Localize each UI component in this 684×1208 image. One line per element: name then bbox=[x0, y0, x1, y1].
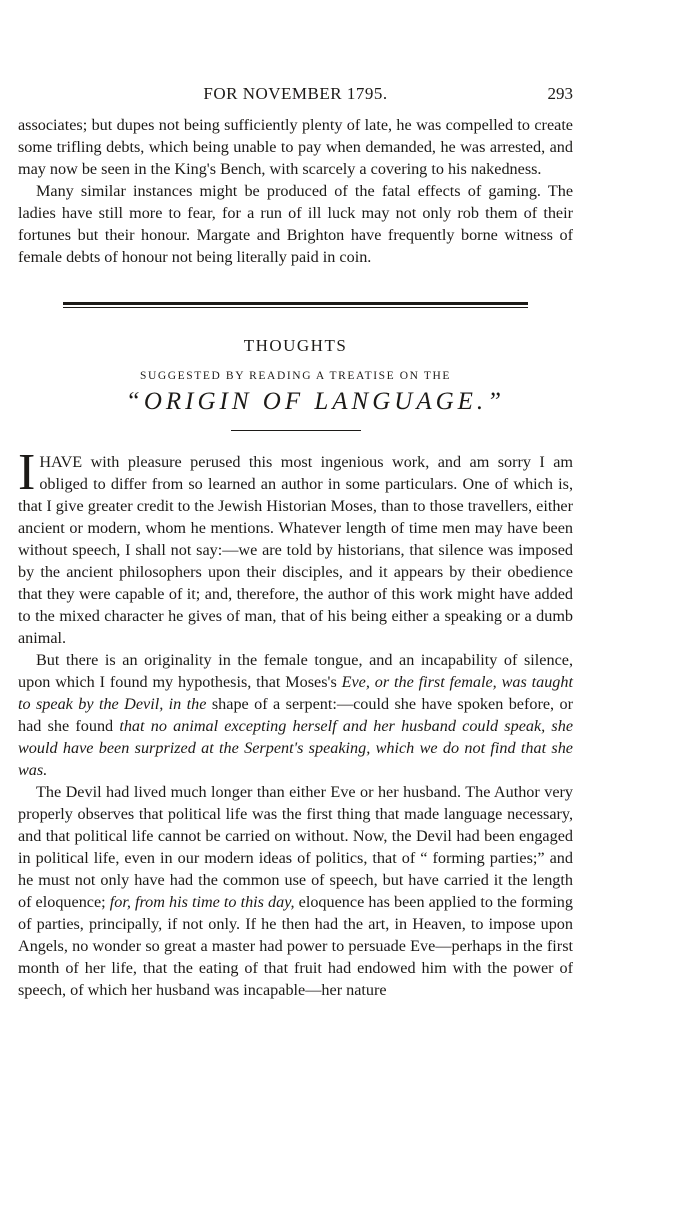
article-subheading: SUGGESTED BY READING A TREATISE ON THE bbox=[139, 370, 452, 382]
divider-thin-rule bbox=[63, 307, 528, 308]
running-head bbox=[18, 84, 573, 114]
book-page bbox=[18, 84, 573, 1001]
paragraph: associates; but dupes not being sufficiently plenty of late, he was compelled to create some trifling debts, which being unable to pay when demanded, he was arrested, and may now be seen in the King's Bench, with scarcely a covering to his nakedness. bbox=[18, 116, 573, 178]
paragraph bbox=[18, 444, 573, 649]
paragraph-text: The Devil had lived much longer than either Eve or her husband. The Author very properly observes that political life was the first thing that made language necessary, and that political life cannot be carried on without. Now, the Devil had been engaged in political life, even in our modern ideas of politics, that of “ forming parties;” and he must not only have had the common use of speech, but have carried it the length of eloquence; bbox=[18, 783, 573, 911]
paragraph-text: eloquence has been applied to the forming of parties, principally, if not only. If he then had the art, in Heaven, to impose upon Angels, no wonder so great a master had power to persuade Eve—perhaps in the first month of her life, that the eating of that fruit had endowed him with the power of speech, of which her husband was incapable—her nature bbox=[18, 893, 573, 999]
title-rule bbox=[231, 430, 361, 431]
article-title: “ORIGIN OF LANGUAGE.” bbox=[125, 388, 506, 415]
italic-text: Eve, or the first female, was taught to speak by the Devil, in the bbox=[18, 673, 573, 713]
divider-thick-rule bbox=[63, 302, 528, 305]
article-heading: THOUGHTS bbox=[243, 336, 348, 355]
paragraph bbox=[18, 781, 573, 1001]
italic-text: that no animal excepting herself and her husband could speak, she would have been surprized at the Serpent's speaking, which we do not find that she was. bbox=[18, 717, 573, 779]
previous-article-ending bbox=[18, 114, 573, 268]
page-number: 293 bbox=[547, 84, 573, 103]
section-divider bbox=[63, 302, 528, 312]
paragraph: Many similar instances might be produced of the fatal effects of gaming. The ladies have still more to fear, for a run of ill luck may not only rob them of their fortunes but their honour. Margate and Brighton have frequently borne witness of female debts of honour not being literally paid in coin. bbox=[18, 182, 573, 266]
paragraph-text: But there is an originality in the female tongue, and an incapability of silence, upon which I found my hypothesis, that Moses's bbox=[18, 651, 573, 691]
paragraph-text: shape of a serpent:—could she have spoken before, or had she found bbox=[18, 695, 573, 735]
running-title: FOR NOVEMBER 1795. bbox=[203, 84, 388, 103]
italic-text: for, from his time to this day, bbox=[109, 893, 295, 911]
paragraph bbox=[18, 649, 573, 781]
article-body bbox=[18, 444, 573, 1001]
drop-cap: I bbox=[18, 444, 36, 501]
paragraph-text: HAVE with pleasure perused this most ingenious work, and am sorry I am obliged to differ from so learned an author in some particulars. One of which is, that I give greater credit to the Jewish Historian Moses, than to those travellers, either ancient or modern, whom he mentions. Whatever length of time men may have been without speech, I shall not say:—we are told by historians, that silence was imposed by the ancient philosophers upon their disciples, and it appears by their obedience that they were capable of it; and, therefore, the author of this work might have added to the mixed character he gives of man, that of his being either a speaking or a dumb animal. bbox=[18, 453, 573, 647]
